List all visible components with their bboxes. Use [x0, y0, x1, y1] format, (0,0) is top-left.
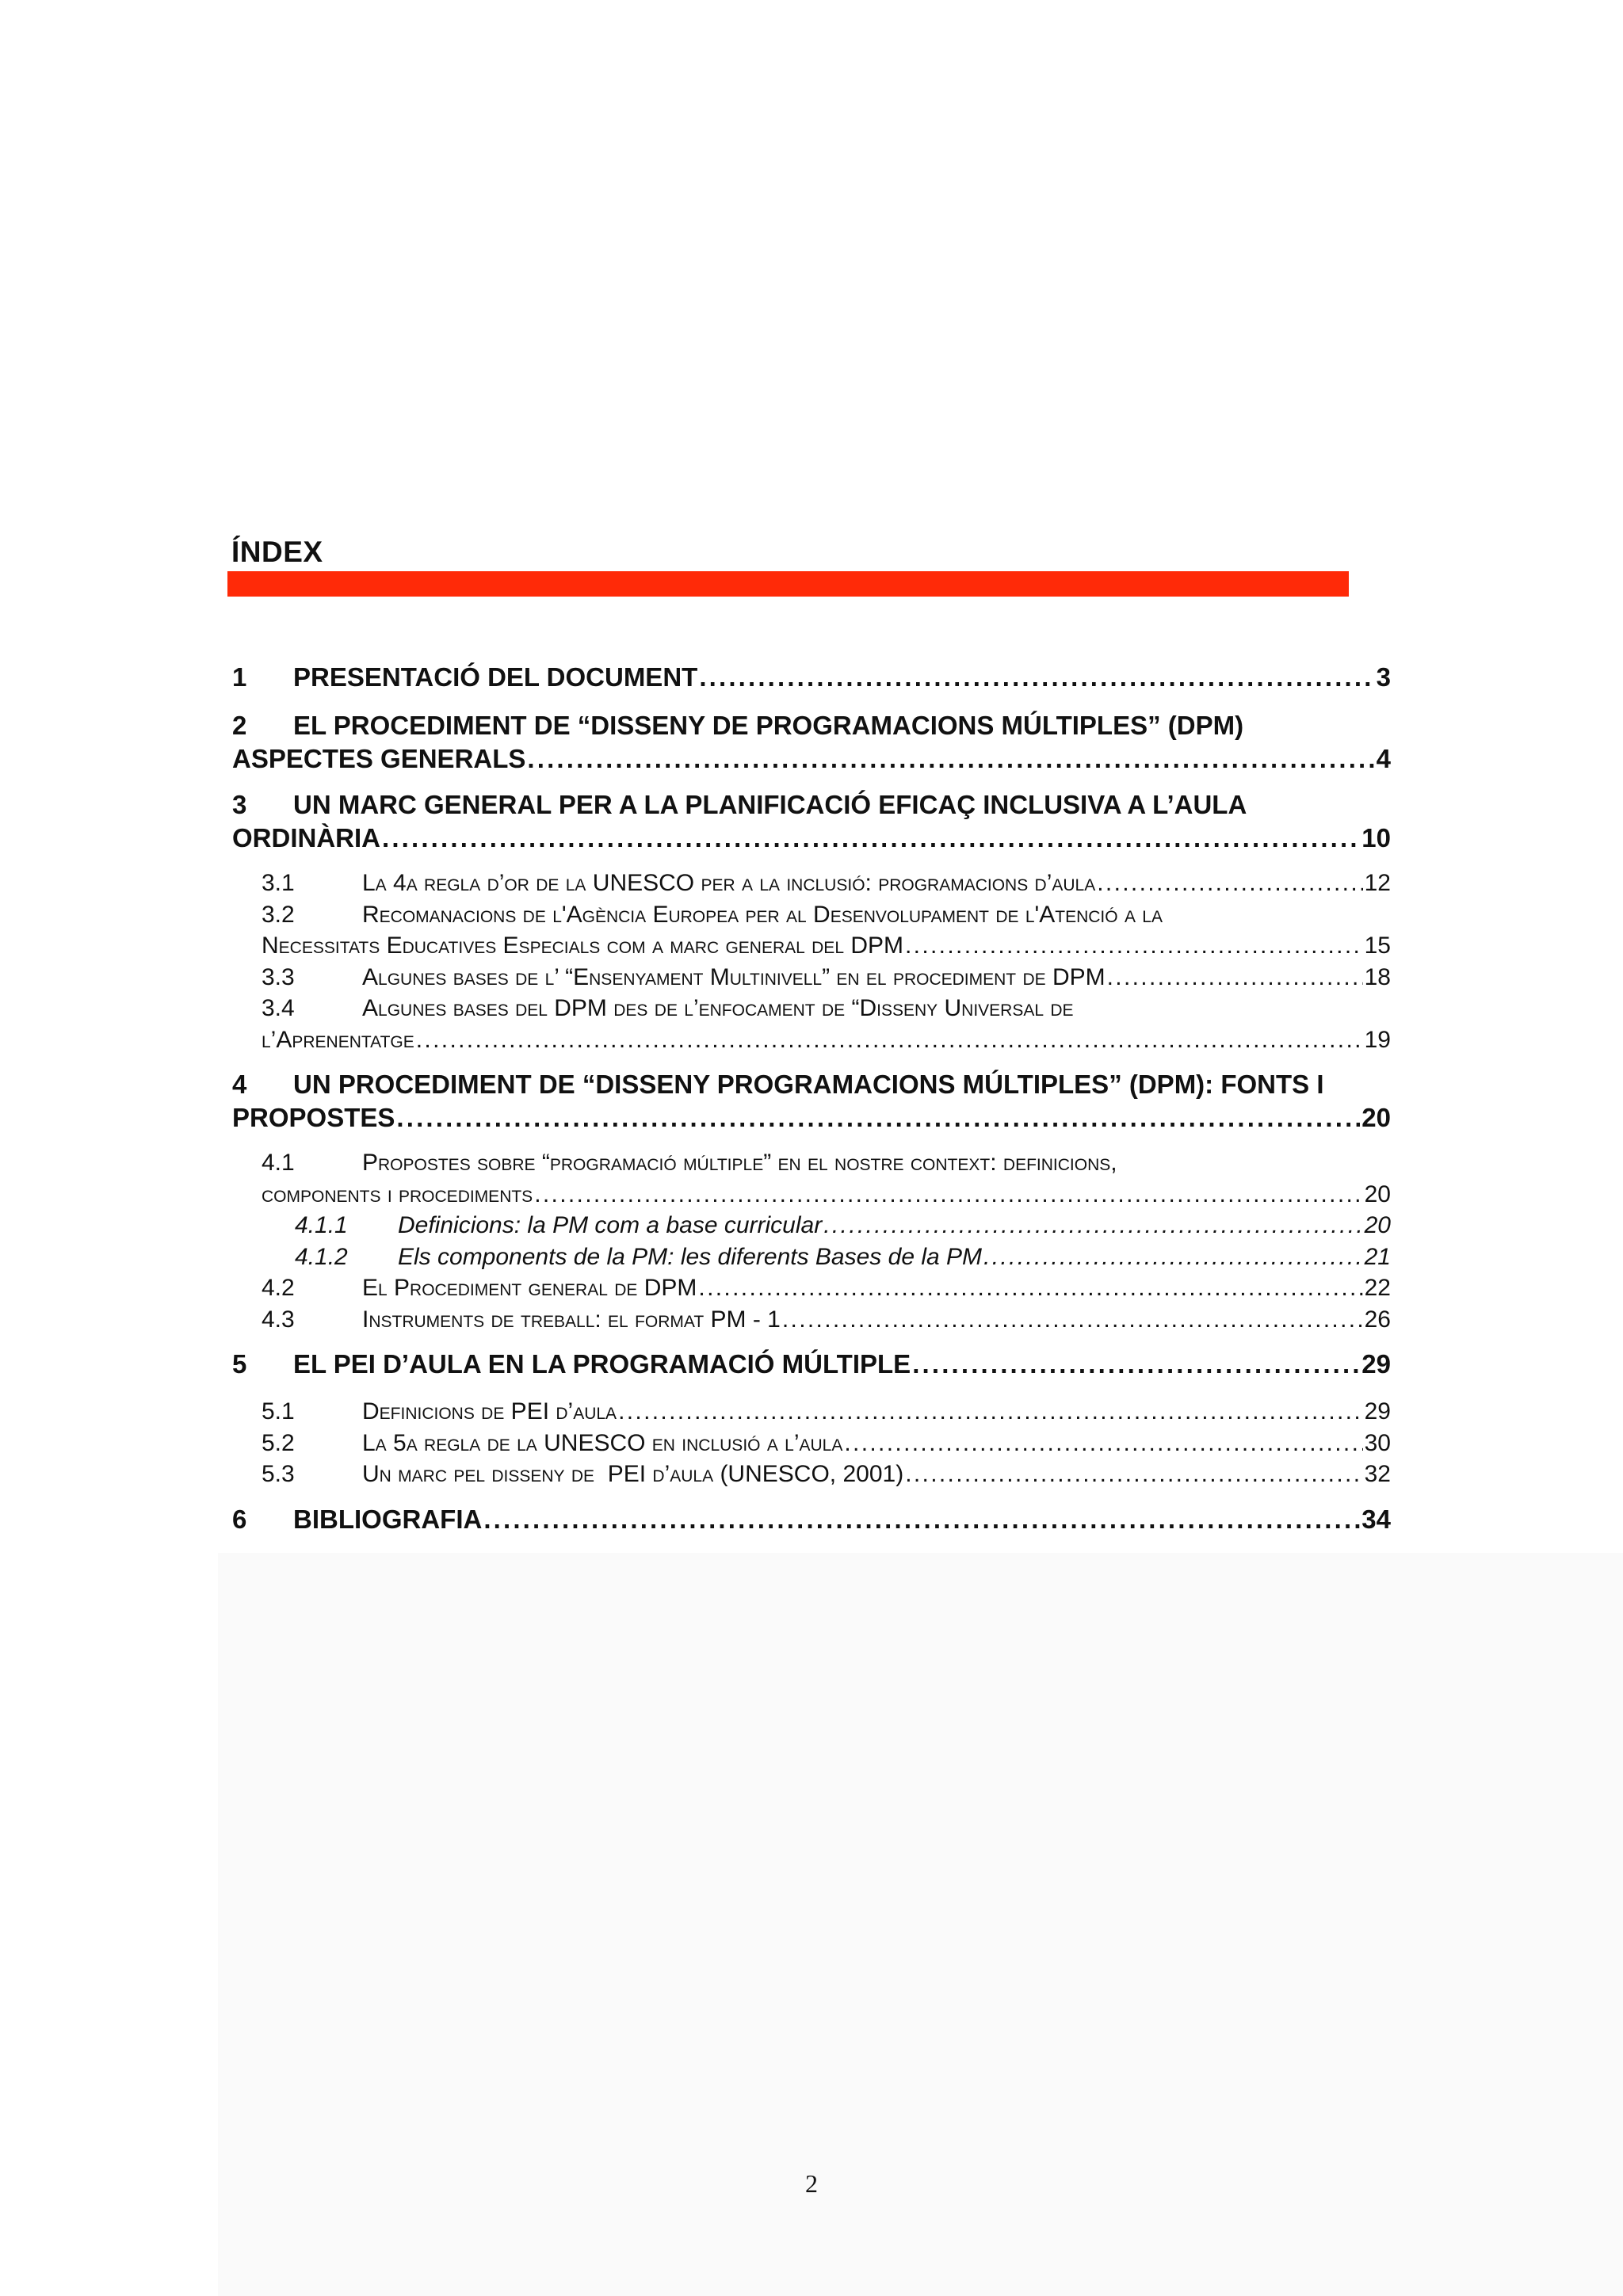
toc-number: 5.1 [262, 1398, 295, 1425]
toc-title: UN MARC GENERAL PER A LA PLANIFICACIÓ EFICAÇ INCLUSIVA A L’AULA [293, 790, 1247, 819]
toc-title: Definicions: la PM com a base curricular [398, 1212, 823, 1238]
toc-title: UN PROCEDIMENT DE “DISSENY PROGRAMACIONS MÚLTIPLES” (DPM): FONTS I [293, 1070, 1324, 1099]
dot-leader [905, 930, 1363, 962]
dot-leader [534, 1179, 1362, 1211]
toc-title-continued: components i procediments [262, 1180, 533, 1207]
dot-leader [382, 822, 1360, 855]
toc-page-number: 3 [1376, 662, 1391, 692]
toc-title: EL PEI D’AULA EN LA PROGRAMACIÓ MÚLTIPLE [293, 1349, 911, 1379]
toc-number: 5.3 [262, 1461, 295, 1487]
dot-leader [483, 1503, 1360, 1536]
toc-number: 5 [232, 1349, 247, 1379]
toc-entry-3-2[interactable] [262, 899, 1391, 962]
index-title: ÍNDEX [231, 536, 323, 568]
dot-leader [527, 742, 1374, 776]
toc-page-number: 26 [1364, 1306, 1391, 1333]
toc-title: Un marc pel disseny de PEI d’aula (UNESCO, 2001) [362, 1461, 904, 1487]
toc-page-number: 21 [1364, 1243, 1391, 1270]
toc-number: 4.3 [262, 1306, 295, 1333]
toc-page-number: 34 [1361, 1504, 1391, 1534]
dot-leader [416, 1024, 1363, 1056]
toc-title: Propostes sobre “programació múltiple” en el nostre context: definicions, [362, 1150, 1117, 1176]
toc-title-continued: ORDINÀRIA [232, 823, 380, 852]
toc-number: 3.3 [262, 963, 295, 990]
toc-entry-4-3[interactable] [262, 1304, 1391, 1336]
toc-title: Instruments de treball: el format PM - 1 [362, 1306, 781, 1333]
toc-subsections-3 [232, 868, 1391, 1055]
page-number-footer: 2 [805, 2169, 818, 2198]
toc-title: Algunes bases del DPM des de l’enfocament de “Disseny Universal de [362, 995, 1074, 1021]
toc-title: Algunes bases de l’ “Ensenyament Multinivell” en el procediment de DPM [362, 963, 1106, 990]
dot-leader [912, 1348, 1360, 1381]
toc-title: La 4a regla d’or de la UNESCO per a la inclusió: programacions d’aula [362, 870, 1096, 896]
toc-title-continued: Necessitats Educatives Especials com a marc general del DPM [262, 933, 903, 959]
toc-entry-4-1-1[interactable] [262, 1210, 1391, 1241]
toc-title-continued: l’Aprenentatge [262, 1026, 414, 1053]
toc-entry-4-2[interactable] [262, 1272, 1391, 1304]
toc-number: 3.2 [262, 901, 295, 928]
toc-page-number: 29 [1361, 1349, 1391, 1379]
dot-leader [1107, 962, 1363, 994]
dot-leader [396, 1101, 1360, 1135]
toc-page-number: 20 [1364, 1180, 1391, 1207]
toc-title: Definicions de PEI d’aula [362, 1398, 617, 1425]
toc-number: 3.1 [262, 870, 295, 896]
toc-entry-3-4[interactable] [262, 993, 1391, 1055]
toc-subsections-4 [232, 1147, 1391, 1335]
toc-page-number: 18 [1364, 963, 1391, 990]
dot-leader [844, 1428, 1362, 1459]
toc-title: Els components de la PM: les diferents Bases de la PM [398, 1243, 983, 1270]
dot-leader [823, 1210, 1362, 1241]
toc-page-number: 20 [1361, 1103, 1391, 1132]
toc-entry-4-1-2[interactable] [262, 1241, 1391, 1273]
toc-title: Recomanacions de l'Agència Europea per al Desenvolupament de l'Atenció a la [362, 901, 1163, 928]
dot-leader [699, 661, 1374, 694]
toc-title: El Procediment general de DPM [362, 1275, 697, 1301]
toc-title-continued: PROPOSTES [232, 1103, 395, 1132]
table-of-contents [232, 661, 1391, 1551]
toc-subsections-5 [232, 1396, 1391, 1490]
toc-title: PRESENTACIÓ DEL DOCUMENT [293, 662, 698, 692]
toc-page-number: 32 [1364, 1461, 1391, 1487]
toc-number: 4.1.2 [295, 1243, 348, 1270]
dot-leader [1097, 868, 1362, 899]
toc-page-number: 20 [1364, 1212, 1391, 1238]
toc-entry-5[interactable] [232, 1348, 1391, 1381]
toc-number: 4.1.1 [295, 1212, 348, 1238]
toc-number: 6 [232, 1504, 247, 1534]
toc-entry-4-1[interactable] [262, 1147, 1391, 1210]
toc-page-number: 15 [1364, 933, 1391, 959]
toc-page-number: 4 [1376, 744, 1391, 773]
toc-page-number: 22 [1364, 1275, 1391, 1301]
toc-number: 3.4 [262, 995, 295, 1021]
toc-number: 4.2 [262, 1275, 295, 1301]
toc-title-continued: ASPECTES GENERALS [232, 744, 526, 773]
toc-entry-6[interactable] [232, 1503, 1391, 1536]
toc-number: 4 [232, 1070, 247, 1099]
toc-entry-3-1[interactable] [262, 868, 1391, 899]
toc-number: 5.2 [262, 1429, 295, 1456]
toc-page-number: 30 [1364, 1429, 1391, 1456]
toc-number: 1 [232, 662, 247, 692]
toc-title: BIBLIOGRAFIA [293, 1504, 483, 1534]
dot-leader [782, 1304, 1363, 1336]
toc-page-number: 19 [1364, 1026, 1391, 1053]
dot-leader [983, 1241, 1363, 1273]
toc-title: EL PROCEDIMENT DE “DISSENY DE PROGRAMACIONS MÚLTIPLES” (DPM) [293, 711, 1244, 740]
toc-page-number: 12 [1364, 870, 1391, 896]
toc-entry-5-1[interactable] [262, 1396, 1391, 1428]
title-underline-bar [227, 571, 1349, 597]
dot-leader [698, 1272, 1362, 1304]
dot-leader [618, 1396, 1363, 1428]
toc-entry-3-3[interactable] [262, 962, 1391, 994]
toc-page-number: 10 [1361, 823, 1391, 852]
toc-entry-3[interactable] [232, 788, 1391, 855]
toc-number: 3 [232, 790, 247, 819]
toc-entry-2[interactable] [232, 709, 1391, 776]
toc-page-number: 29 [1364, 1398, 1391, 1425]
toc-entry-4[interactable] [232, 1068, 1391, 1135]
toc-entry-1[interactable] [232, 661, 1391, 694]
toc-entry-5-3[interactable] [262, 1459, 1391, 1490]
toc-number: 4.1 [262, 1150, 295, 1176]
dot-leader [905, 1459, 1362, 1490]
toc-entry-5-2[interactable] [262, 1428, 1391, 1459]
toc-number: 2 [232, 711, 247, 740]
toc-title: La 5a regla de la UNESCO en inclusió a l’aula [362, 1429, 843, 1456]
